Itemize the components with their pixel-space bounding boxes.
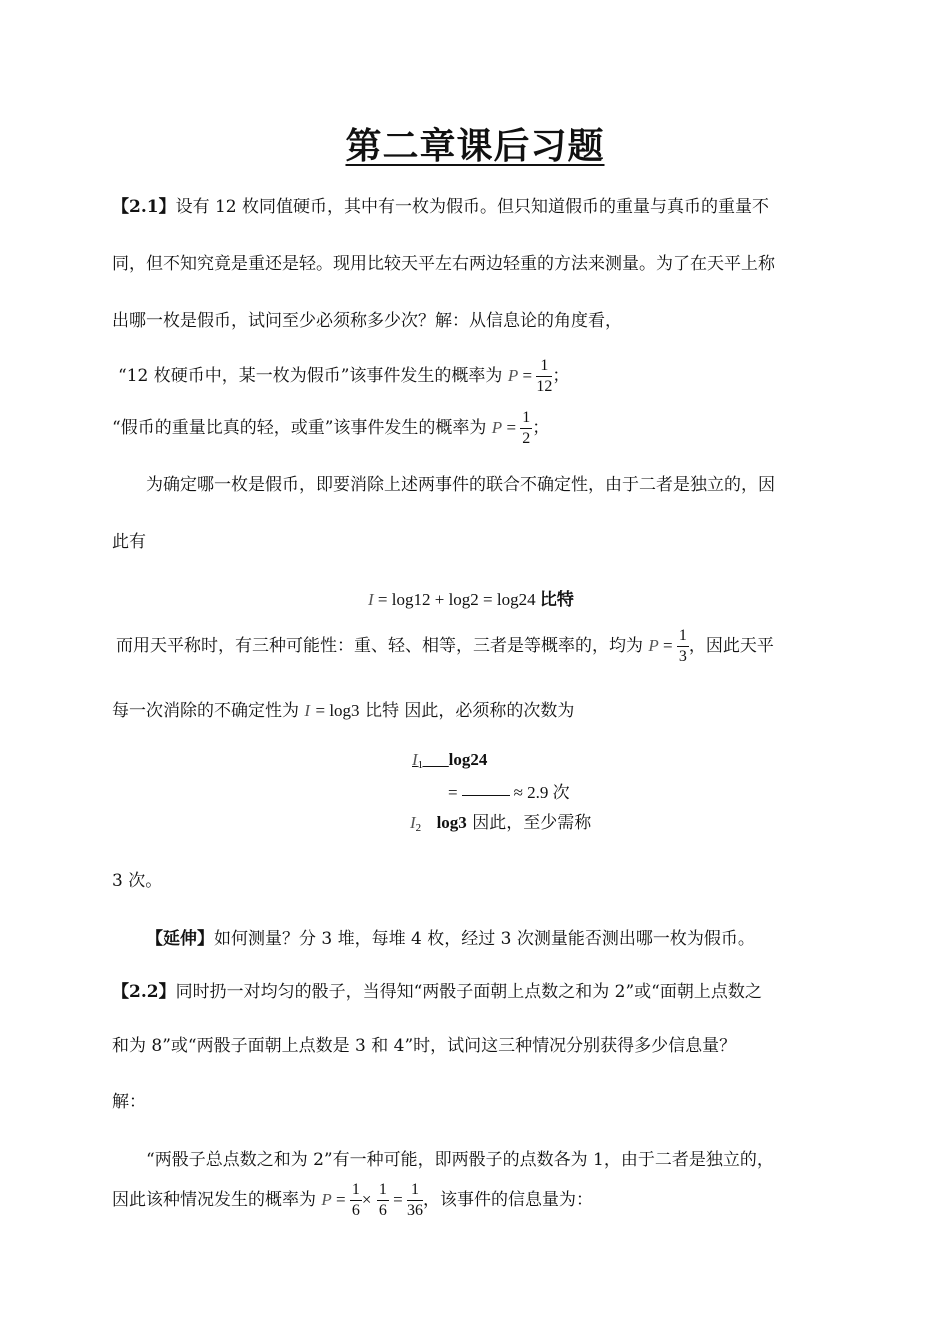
ratio-numerator: $I_1\_\_\_\log 24$ [412, 750, 488, 771]
problem-2-2-line-1: 【2.2】同时扔一对均匀的骰子，当得知“两骰子面朝上点数之和为 2”或“面朝上点数之 [112, 982, 762, 1002]
problem-2-1-line-7: 每一次消除的不确定性为 I = log3 比特 因此，必须称的次数为 [112, 701, 575, 721]
problem-2-2-line-4: “两骰子总点数之和为 2”有一种可能，即两骰子的点数各为 1，由于二者是独立的， [146, 1150, 774, 1170]
fraction-1-36: $\frac{1}{36}$ [406, 1181, 423, 1219]
event-2-probability: “假币的重量比真的轻，或重”该事件发生的概率为 P = $\frac{1}{2}$ ； [112, 409, 550, 447]
ratio-result: = ≈ 2.9 次 [448, 783, 570, 802]
fraction-1-2: $\frac{1}{2}$ [522, 409, 531, 447]
event-1-probability: “12 枚硬币中，某一枚为假币”该事件发生的概率为 P = $\frac{1}{12}$ ； [118, 357, 570, 395]
problem-2-1-line-6: 而用天平称时，有三种可能性：重、轻、相等，三者是等概率的，均为 P = $\frac{1}{3}$ ，因此天平 [116, 627, 774, 665]
problem-2-2-line-3: 解： [112, 1092, 146, 1112]
var-p: P [507, 366, 519, 385]
page-title: 第二章课后习题 [345, 125, 605, 167]
formula-information: I = log12 + log2 = log24 比特 [368, 590, 574, 610]
fraction-1-3: $\frac{1}{3}$ [678, 627, 687, 665]
fraction-1-6-b: $\frac{1}{6}$ [378, 1181, 387, 1219]
fraction-1-6-a: $\frac{1}{6}$ [351, 1181, 360, 1219]
problem-tag: 【2.2】 [112, 982, 176, 1002]
problem-2-1-line-8: 3 次。 [112, 871, 163, 891]
extension: 【延伸】如何测量？分 3 堆，每堆 4 枚，经过 3 次测量能否测出哪一枚为假币。 [146, 929, 755, 949]
problem-2-2-line-5: 因此该种情况发生的概率为 P = $\frac{1}{6}$ × $\frac{1}{6}$ = $\frac{1}{36}$ ，该事件的信息量为： [112, 1181, 593, 1219]
problem-2-1-line-3: 出哪一枚是假币，试问至少必须称多少次？解：从信息论的角度看， [112, 311, 622, 331]
problem-tag: 【2.1】 [112, 197, 176, 217]
problem-2-1-line-2: 同，但不知究竟是重还是轻。现用比较天平左右两边轻重的方法来测量。为了在天平上称 [112, 254, 775, 274]
problem-2-2-line-2: 和为 8”或“两骰子面朝上点数是 3 和 4”时，试问这三种情况分别获得多少信息量？ [112, 1036, 737, 1056]
problem-2-1-line-4: 为确定哪一枚是假币，即要消除上述两事件的联合不确定性，由于二者是独立的，因 [146, 475, 775, 495]
fraction-1-12: $\frac{1}{12}$ [536, 357, 553, 395]
problem-2-1-line-5: 此有 [112, 532, 146, 552]
problem-2-1-line-1: 【2.1】设有 12 枚同值硬币，其中有一枚为假币。但只知道假币的重量与真币的重量不 [112, 197, 770, 217]
ratio-denominator: $I_2$ log3 因此，至少需称 [410, 813, 592, 834]
